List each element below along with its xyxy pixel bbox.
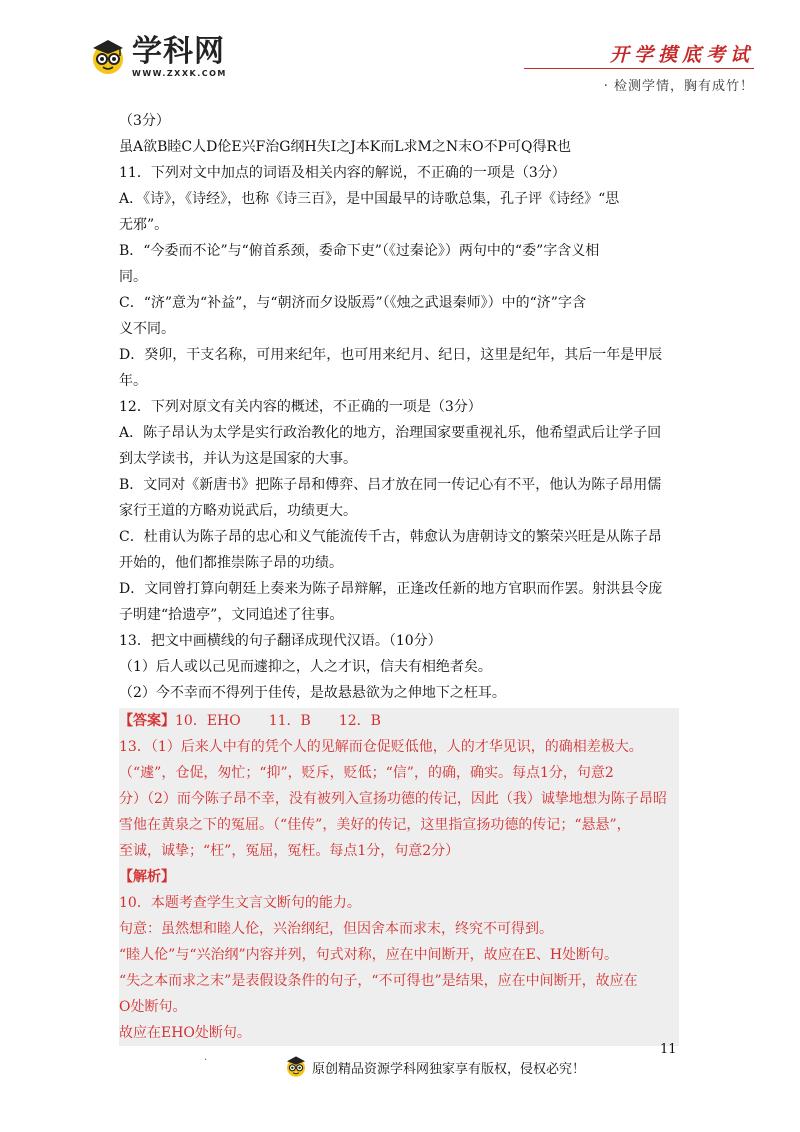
text-line: （3分）	[119, 113, 170, 129]
page-footer	[0, 1040, 800, 1100]
text-line: （1）后人或以己见而遽抑之，人之才识，信夫有相绝者矣。	[119, 659, 492, 675]
text-line: A．《诗》，《诗经》，也称《诗三百》，是中国最早的诗歌总集，孔子评《诗经》“思	[119, 191, 620, 207]
analysis-line: “失之本而求之末”是表假设条件的句子，“不可得也”是结果，应在中间断开，故应在	[119, 973, 638, 989]
answer-block	[119, 708, 679, 1046]
document-body	[119, 108, 681, 1046]
question-11: 11．下列对文中加点的词语及相关内容的解说，不正确的一项是（3分）	[119, 165, 566, 181]
answer-tag: 【答案】	[119, 713, 175, 729]
text-line: （2）今不幸而不得列于佳传，是故悬悬欲为之伸地下之枉耳。	[119, 685, 506, 701]
analysis-tag-line	[119, 864, 679, 890]
answer-text-line: 至诚，诚挚；“枉”，冤屈，冤枉。每点1分，句意2分）	[119, 843, 460, 859]
analysis-tag: 【解析】	[119, 869, 175, 885]
text-line: 虽A欲B睦C人D伦E兴F治G纲H失I之J本K而L求M之N末O不P可Q得R也	[119, 139, 572, 155]
text-line: 同。	[119, 269, 147, 285]
logo-name: 学科网	[132, 34, 225, 69]
answer-text-line: 分）（2）而今陈子昂不幸，没有被列入宣扬功德的传记，因此（我）诚挚地想为陈子昂昭	[119, 791, 667, 807]
text-line: 到太学读书，并认为这是国家的大事。	[119, 451, 357, 467]
mascot-face-icon	[88, 36, 128, 76]
text-line: 年。	[119, 373, 147, 389]
question-13: 13．把文中画横线的句子翻译成现代汉语。（10分）	[119, 633, 442, 649]
analysis-line: 故应在EHO处断句。	[119, 1025, 251, 1041]
analysis-line: O处断句。	[119, 999, 187, 1015]
slogan	[604, 40, 754, 94]
answer-text-line: 雪他在黄泉之下的冤屈。（“佳传”，美好的传记，这里指宣扬功德的传记；“悬悬”，	[119, 817, 631, 833]
mascot-face-icon	[284, 1054, 308, 1078]
page-number: 11	[660, 1042, 677, 1057]
analysis-line: “睦人伦”与“兴治纲”内容并列，句式对称，应在中间断开，故应在E、H处断句。	[119, 947, 619, 963]
text-line: B．文同对《新唐书》把陈子昂和傅弈、吕才放在同一传记心有不平，他认为陈子昂用儒	[119, 477, 662, 493]
analysis-line: 10．本题考查学生文言文断句的能力。	[119, 895, 361, 911]
text-line: 义不同。	[119, 321, 175, 337]
answer-text-line: 13．（1）后来人中有的凭个人的见解而仓促贬低他，人的才华见识，的确相差极大。	[119, 739, 643, 755]
text-line: D．癸卯，干支名称，可用来纪年，也可用来纪月、纪日，这里是纪年，其后一年是甲辰	[119, 347, 663, 363]
text-line: C．杜甫认为陈子昂的忠心和义气能流传千古，韩愈认为唐朝诗文的繁荣兴旺是从陈子昂	[119, 529, 662, 545]
answer-text-line: （“遽”，仓促，匆忙；“抑”，贬斥，贬低；“信”，的确，确实。每点1分，句意2	[119, 765, 614, 781]
page-header	[0, 0, 800, 100]
analysis-line: 句意：虽然想和睦人伦，兴治纲纪，但因舍本而求末，终究不可得到。	[119, 921, 553, 937]
slogan-divider	[524, 68, 754, 69]
text-line: C．“济”意为“补益”，与“朝济而夕设版焉”（《烛之武退秦师》）中的“济”字含	[119, 295, 586, 311]
text-line: A．陈子昂认为太学是实行政治教化的地方，治理国家要重视礼乐，他希望武后让学子回	[119, 425, 662, 441]
text-line: 家行王道的方略劝说武后，功绩更大。	[119, 503, 357, 519]
answer-choices: 10．EHO 11．B 12．B	[175, 713, 381, 729]
text-line: 开始的，他们都推崇陈子昂的功绩。	[119, 555, 343, 571]
text-line: 无邪”。	[119, 217, 169, 233]
logo-url: WWW.ZXXK.COM	[132, 69, 227, 78]
footer-dot: .	[204, 1052, 208, 1063]
question-12: 12．下列对原文有关内容的概述，不正确的一项是（3分）	[119, 399, 482, 415]
text-line: D．文同曾打算向朝廷上奏来为陈子昂辩解，正逢改任新的地方官职而作罢。射洪县令庞	[119, 581, 663, 597]
zxxk-logo	[88, 36, 227, 78]
copyright-notice: 原创精品资源学科网独家享有版权，侵权必究！	[312, 1062, 586, 1077]
text-line: B．“今委而不论”与“俯首系颈，委命下吏”（《过秦论》）两句中的“委”字含义相	[119, 243, 600, 259]
answer-line	[119, 708, 679, 734]
slogan-main: 开学摸底考试	[609, 44, 754, 66]
slogan-sub: · 检测学情，胸有成竹！	[603, 79, 754, 94]
text-line: 子明建“拾遗亭”，文同追述了往事。	[119, 607, 344, 623]
